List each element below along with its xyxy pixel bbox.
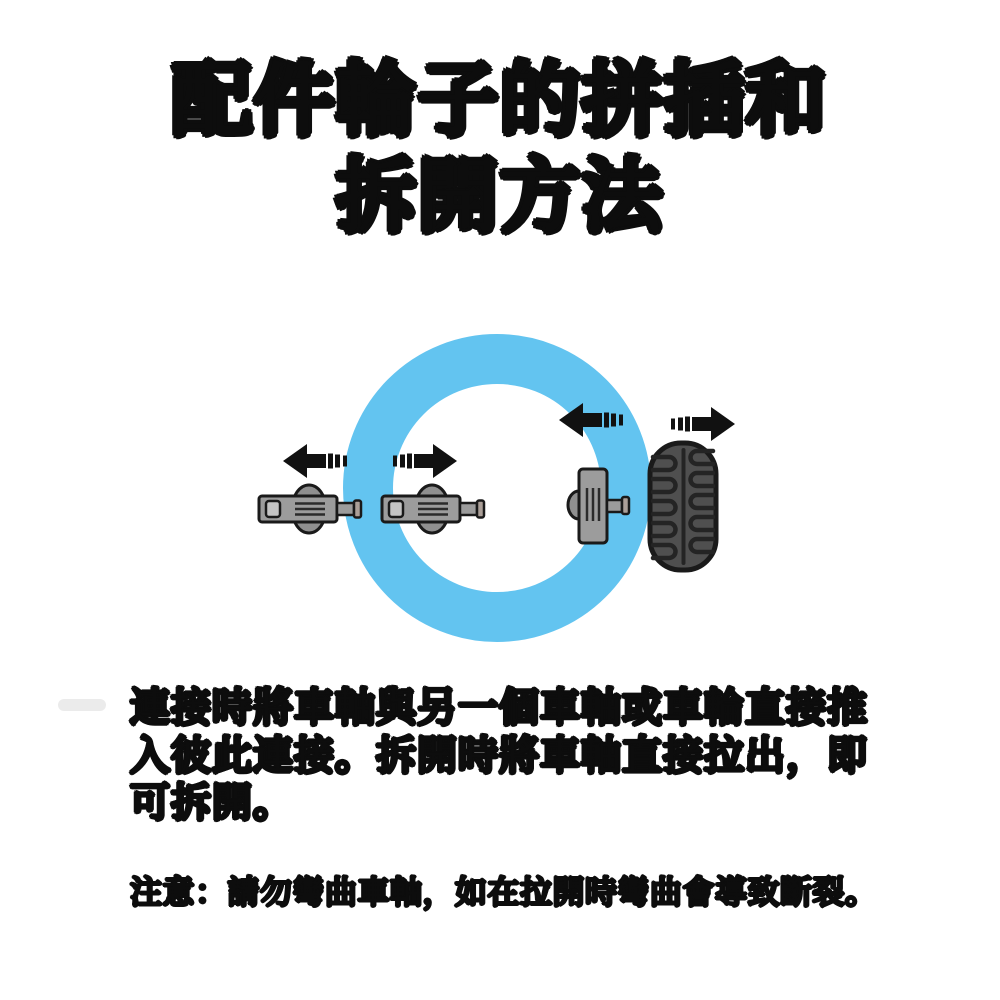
title-line-2: 拆開方法 (336, 150, 664, 243)
title-line-1: 配件輪子的拼插和 (172, 54, 828, 147)
pull-left-arrow-icon (283, 444, 347, 478)
instruction-line: 入彼此連接。拆開時將車軸直接拉出，即 (130, 732, 868, 779)
pull-right-arrow-icon (671, 407, 735, 441)
watermark-artifact (58, 699, 106, 711)
push-right-arrow-icon (393, 444, 457, 478)
instruction-text (130, 685, 890, 828)
instruction-line: 連接時將車軸與另一個車軸或車輪直接推 (130, 685, 868, 731)
instruction-line: 可拆開。 (130, 780, 294, 826)
wheel-tire (650, 443, 716, 570)
caution-note: 注意：請勿彎曲車軸，如在拉開時彎曲會導致斷裂。 (130, 873, 878, 911)
